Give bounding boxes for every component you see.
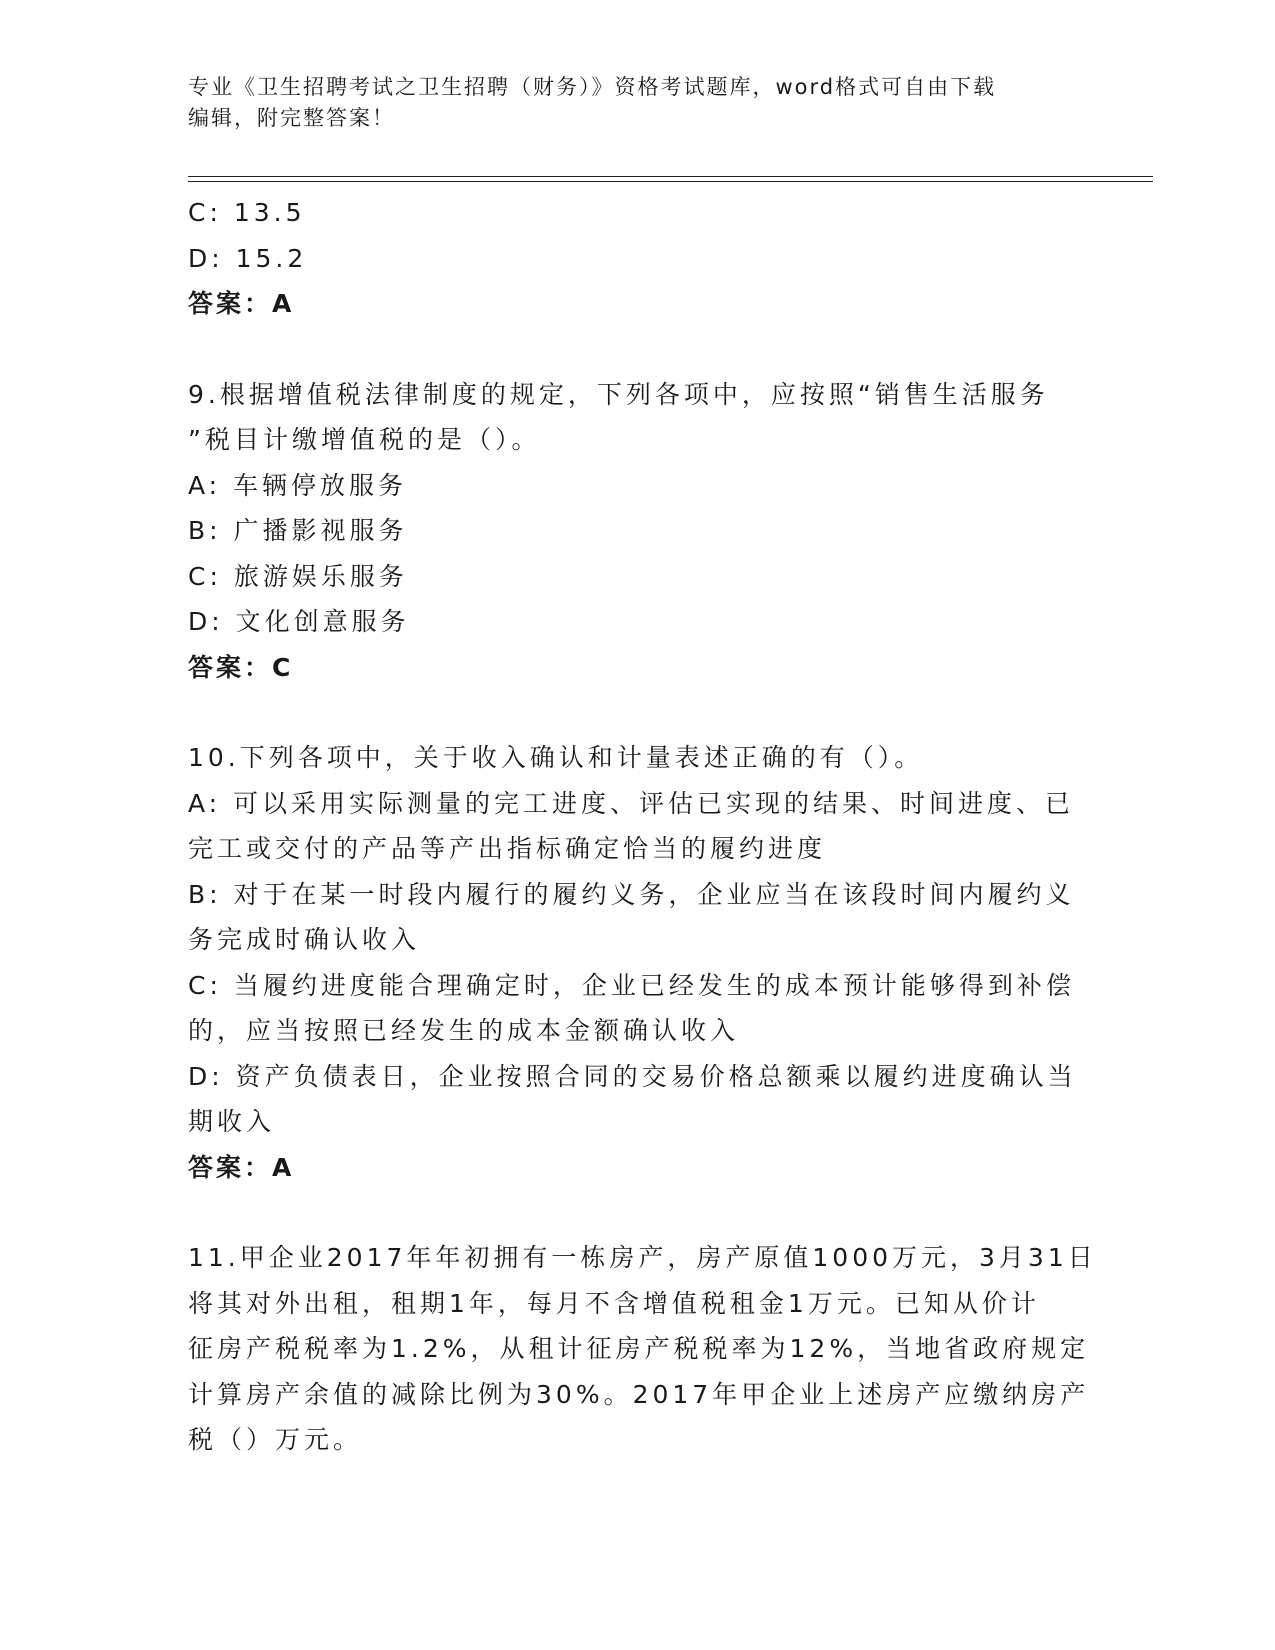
answer-line: 答案：A [188,1152,295,1182]
question-stem-line: 将其对外出租，租期1年，每月不含增值税租金1万元。已知从价计 [188,1288,1040,1318]
option-c: C: 13.5 [188,198,306,227]
option-c: C: 当履约进度能合理确定时，企业已经发生的成本预计能够得到补偿 [188,970,1075,1000]
question-content [188,190,1097,1463]
option-b: B: 对于在某一时段内履行的履约义务，企业应当在该段时间内履约义 [188,879,1075,909]
header-title-line-2: 编辑，附完整答案！ [188,106,395,130]
spacer [188,327,1088,372]
header-divider-bottom [188,181,1153,182]
answer-line: 答案：A [188,289,295,318]
question-stem-line: 11.甲企业2017年年初拥有一栋房产，房产原值1000万元，3月31日 [188,1243,1097,1272]
option-b: B: 广播影视服务 [188,516,408,545]
option-d: D: 文化创意服务 [188,607,410,636]
question-stem-line: 10.下列各项中，关于收入确认和计量表述正确的有（）。 [188,743,924,772]
header-divider-top [188,176,1153,177]
spacer [188,1190,1088,1235]
answer-line: 答案：C [188,652,294,682]
question-stem-line: 税（）万元。 [188,1425,363,1454]
option-d: D: 资产负债表日，企业按照合同的交易价格总额乘以履约进度确认当 [188,1061,1077,1091]
option-a: A: 车辆停放服务 [188,470,408,500]
spacer [188,690,1088,735]
question-stem-line: ”税目计缴增值税的是（）。 [188,425,541,454]
question-stem-line: 9.根据增值税法律制度的规定，下列各项中，应按照“销售生活服务 [188,379,1049,409]
option-d-continued: 期收入 [188,1107,276,1136]
question-11 [188,1235,1097,1463]
previous-question [188,190,1088,327]
document-header [188,72,1088,134]
option-c-continued: 的，应当按照已经发生的成本金额确认收入 [188,1016,740,1045]
option-a: A: 可以采用实际测量的完工进度、评估已实现的结果、时间进度、已 [188,788,1075,818]
option-c: C: 旅游娱乐服务 [188,561,408,591]
option-a-continued: 完工或交付的产品等产出指标确定恰当的履约进度 [188,834,827,863]
header-title-line-1: 专业《卫生招聘考试之卫生招聘（财务）》资格考试题库，word格式可自由下载 [188,75,997,99]
question-9 [188,372,1088,691]
question-stem-line: 计算房产余值的减除比例为30%。2017年甲企业上述房产应缴纳房产 [188,1379,1090,1409]
question-stem-line: 征房产税税率为1.2%，从租计征房产税税率为12%，当地省政府规定 [188,1334,1090,1363]
option-d: D: 15.2 [188,243,308,273]
question-10 [188,735,1088,1190]
option-b-continued: 务完成时确认收入 [188,925,421,954]
